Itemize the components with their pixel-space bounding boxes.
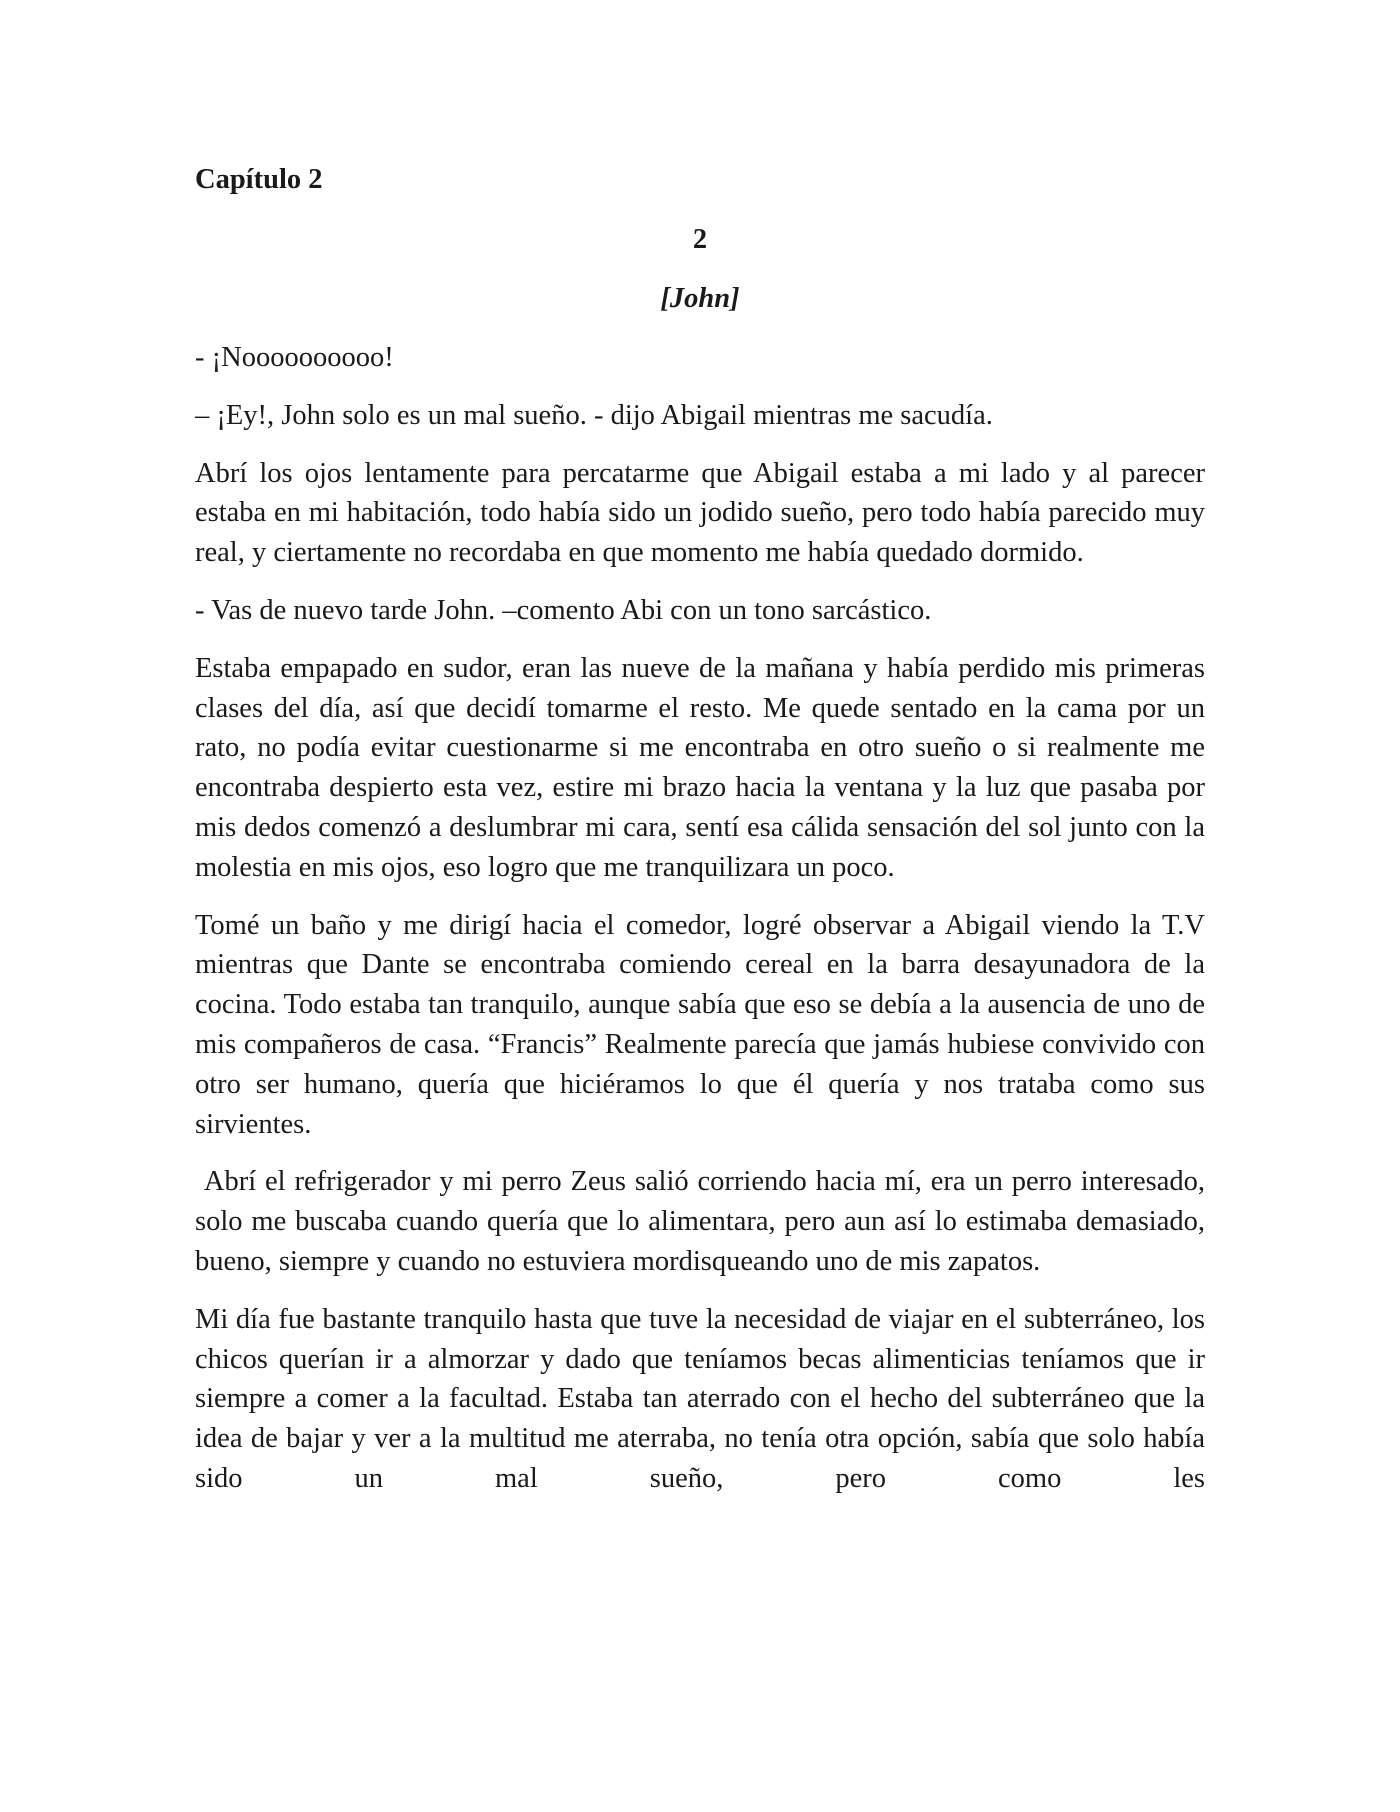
- paragraph: Mi día fue bastante tranquilo hasta que tuve la necesidad de viajar en el subterráneo, los chicos querían ir a almorzar y dado que teníamos becas alimenticias teníamos que ir siempre a comer a la facultad. Estaba tan aterrado con el hecho del subterráneo que la idea de bajar y ver a la multitud me aterraba, no tenía otra opción, sabía que solo había sido un mal sueño, pero como les: [195, 1303, 1205, 1494]
- dialogue-line: - Vas de nuevo tarde John. –comento Abi con un tono sarcástico.: [195, 594, 932, 626]
- document-page: [195, 160, 1213, 1499]
- chapter-number: 2: [692, 224, 708, 255]
- paragraph: Abrí el refrigerador y mi perro Zeus salió corriendo hacia mí, era un perro interesado, solo me buscaba cuando quería que lo alimentara, pero aun así lo estimaba demasiado, bueno, siempre y cuando no estuviera mordisqueando uno de mis zapatos.: [195, 1166, 1213, 1277]
- paragraph: Tomé un baño y me dirigí hacia el comedor, logré observar a Abigail viendo la T.V mientras que Dante se encontraba comiendo cereal en la barra desayunadora de la cocina. Todo estaba tan tranquilo, aunque sabía que eso se debía a la ausencia de uno de mis compañeros de casa. “Francis” Realmente parecía que jamás hubiese convivido con otro ser humano, quería que hiciéramos lo que él quería y nos trataba como sus sirvientes.: [195, 909, 1205, 1140]
- dialogue-line: – ¡Ey!, John solo es un mal sueño. - dijo Abigail mientras me sacudía.: [195, 399, 993, 431]
- chapter-heading: Capítulo 2: [195, 164, 323, 195]
- paragraph: Abrí los ojos lentamente para percatarme que Abigail estaba a mi lado y al parecer estaba en mi habitación, todo había sido un jodido sueño, pero todo había parecido muy real, y ciertamente no recordaba en que momento me había quedado dormido.: [195, 457, 1205, 569]
- dialogue-line: - ¡Noooooooooo!: [195, 342, 394, 373]
- paragraph: Estaba empapado en sudor, eran las nueve de la mañana y había perdido mis primeras clases del día, así que decidí tomarme el resto. Me quede sentado en la cama por un rato, no podía evitar cuestionarme si me encontraba en otro sueño o si realmente me encontraba despierto esta vez, estire mi brazo hacia la ventana y la luz que pasaba por mis dedos comenzó a deslumbrar mi cara, sentí esa cálida sensación del sol junto con la molestia en mis ojos, eso logro que me tranquilizara un poco.: [195, 652, 1205, 883]
- narrator-label: [John]: [660, 283, 740, 314]
